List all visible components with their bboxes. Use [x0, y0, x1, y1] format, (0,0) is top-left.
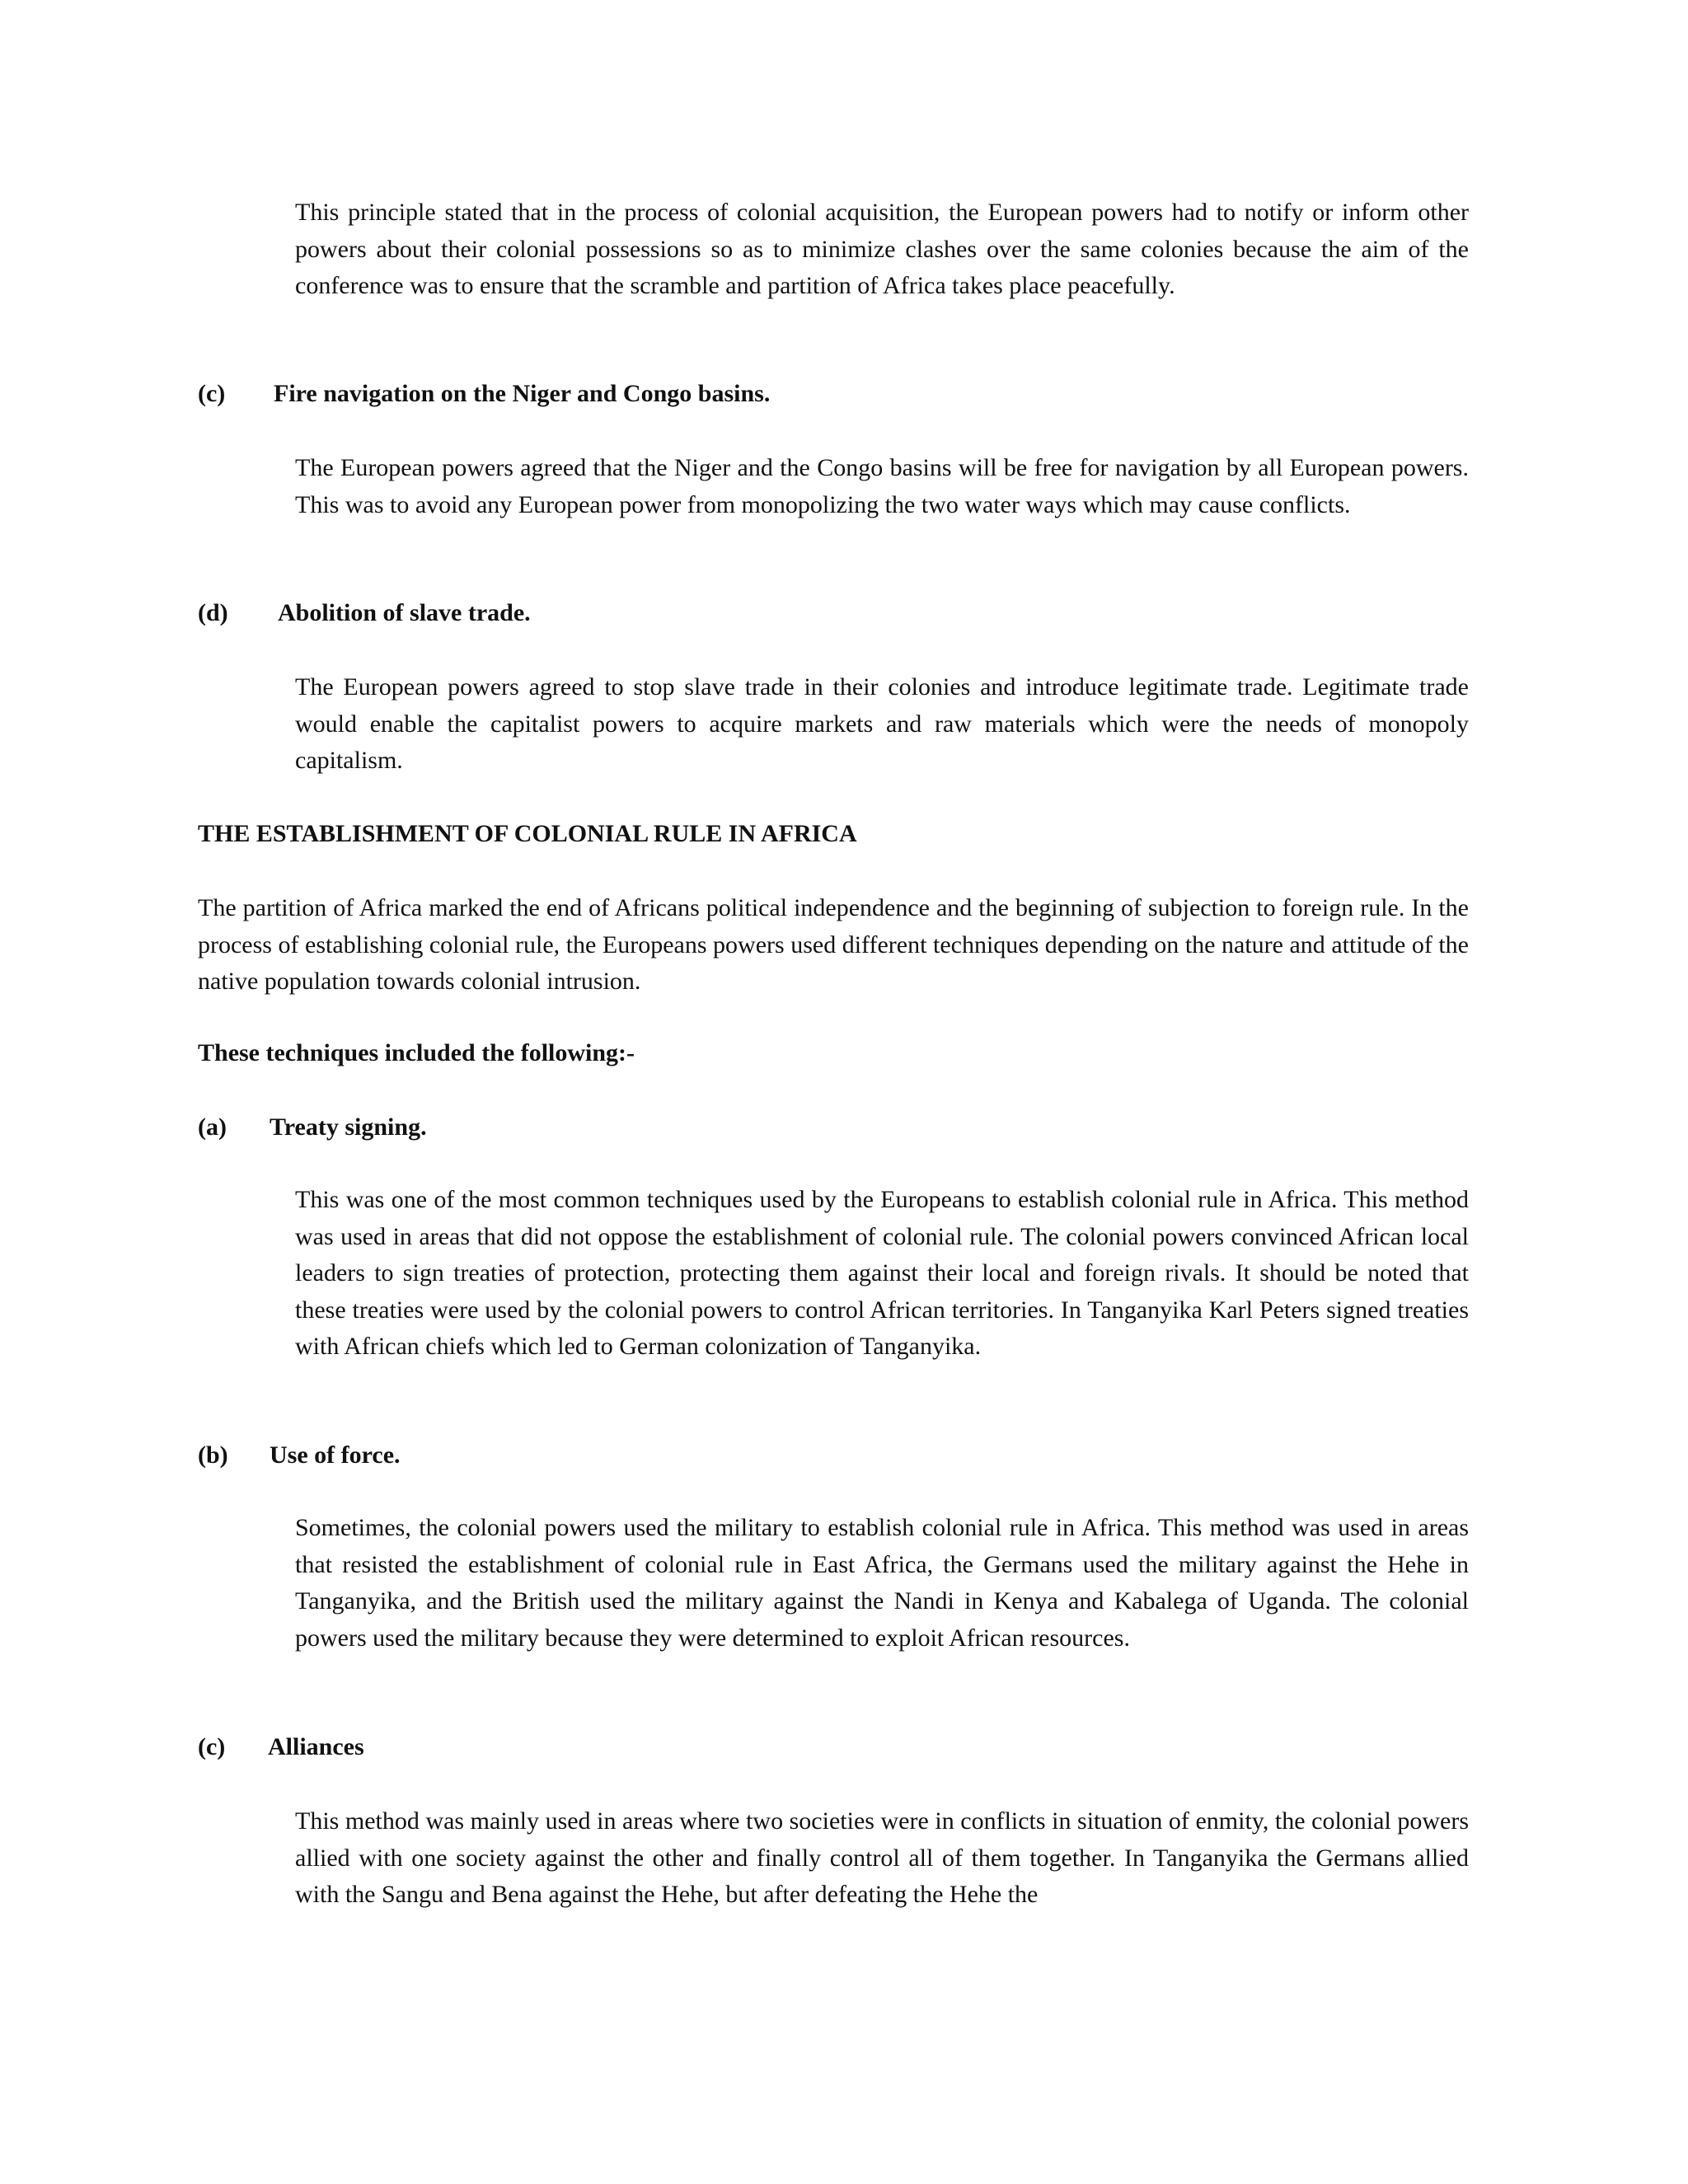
paragraph-alliances: This method was mainly used in areas where two societies were in conflicts in situation of enmity, the colonial powers allied with one society against the other and finally control all of them together. In Tanganyika the Germans allied with the Sangu and Bena against the Hehe, but after defeating the Hehe the [295, 1807, 1469, 1908]
paragraph-treaty-signing: This was one of the most common techniques used by the Europeans to establish colonial rule in Africa. This method was used in areas that did not oppose the establishment of colonial rule. The colonial powers convinced African local leaders to sign treaties of protection, protecting them against their local and foreign rivals. It should be noted that these treaties were used by the colonial powers to control African territories. In Tanganyika Karl Peters signed treaties with African chiefs which led to German colonization of Tanganyika. [295, 1186, 1469, 1360]
item-title-alliances: Alliances [268, 1733, 364, 1760]
techniques-heading: These techniques included the following:- [198, 1039, 635, 1066]
paragraph-partition: The partition of Africa marked the end of Africans political independence and the beginning of subjection to foreign rule. In the process of establishing colonial rule, the Europeans powers used different techniques depending on the nature and attitude of the native population towards colonial intrusion. [198, 894, 1469, 995]
item-label-a: (a) [198, 1113, 227, 1141]
item-label-c: (c) [198, 380, 226, 407]
item-title-free-navigation: Fire navigation on the Niger and Congo basins. [274, 380, 771, 407]
item-title-treaty-signing: Treaty signing. [270, 1113, 427, 1141]
paragraph-free-navigation: The European powers agreed that the Niger and the Congo basins will be free for navigation by all European powers. This was to avoid any European power from monopolizing the two water ways which may cause conflicts. [295, 454, 1469, 518]
item-label-c2: (c) [198, 1733, 226, 1760]
section-heading: THE ESTABLISHMENT OF COLONIAL RULE IN AFRICA [198, 820, 857, 847]
paragraph-use-of-force: Sometimes, the colonial powers used the military to establish colonial rule in Africa. This method was used in areas that resisted the establishment of colonial rule in East Africa, the Germans used the military against the Hehe in Tanganyika, and the British used the military against the Nandi in Kenya and Kabalega of Uganda. The colonial powers used the military because they were determined to exploit African resources. [295, 1514, 1469, 1652]
item-label-b: (b) [198, 1441, 228, 1469]
item-label-d: (d) [198, 599, 228, 626]
paragraph-abolition: The European powers agreed to stop slave trade in their colonies and introduce legitimate trade. Legitimate trade would enable the capitalist powers to acquire markets and raw materials which were the needs of monopoly capitalism. [295, 673, 1469, 774]
item-title-abolition: Abolition of slave trade. [278, 599, 531, 626]
paragraph-notification-principle: This principle stated that in the process of colonial acquisition, the European powers had to notify or inform other powers about their colonial possessions so as to minimize clashes over the same colonies because the aim of the conference was to ensure that the scramble and partition of Africa takes place peacefully. [295, 199, 1469, 299]
item-title-use-of-force: Use of force. [270, 1441, 401, 1469]
